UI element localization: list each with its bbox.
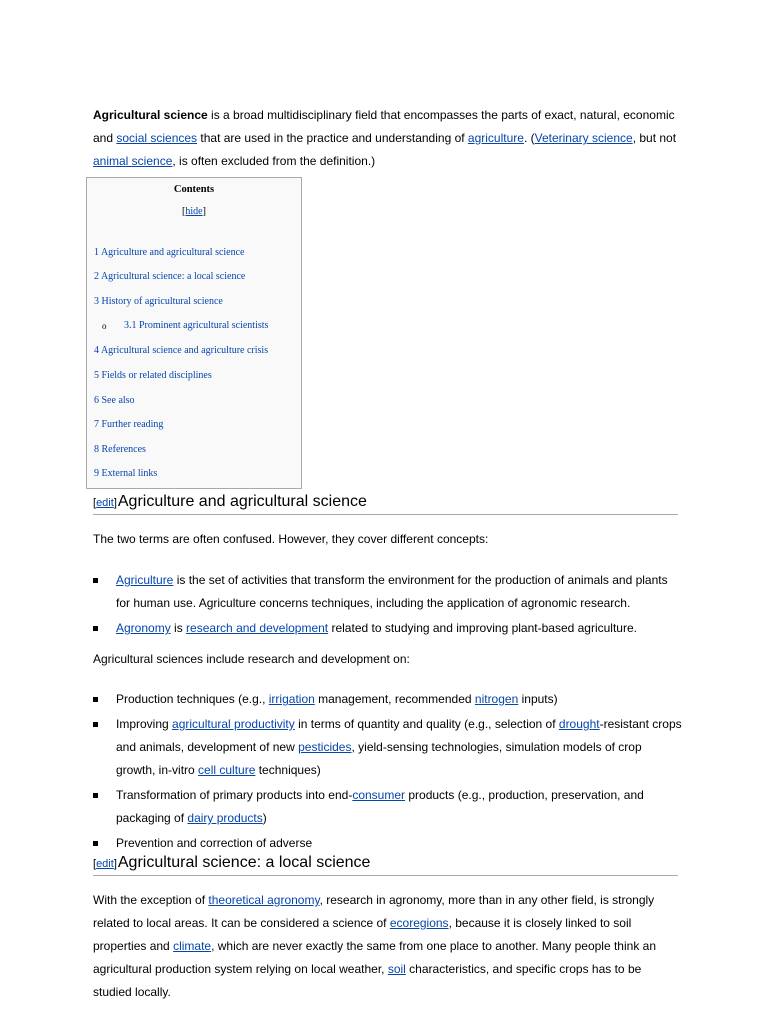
toc-item-3-1[interactable]: 3.1 Prominent agricultural scientists <box>124 320 269 331</box>
link-soil[interactable]: soil <box>387 962 406 976</box>
link-agriculture-def[interactable]: Agriculture <box>116 573 174 587</box>
link-irrigation[interactable]: irrigation <box>268 692 315 706</box>
edit-link-wrapper: [edit] <box>93 497 117 509</box>
research-list <box>93 688 683 857</box>
section1-intro-paragraph: The two terms are often confused. However, they cover different concepts: <box>93 532 489 546</box>
toc-item-7[interactable]: 7 Further reading <box>94 419 164 430</box>
link-agricultural-productivity[interactable]: agricultural productivity <box>172 717 295 731</box>
link-veterinary-science[interactable]: Veterinary science <box>534 131 633 145</box>
definitions-list <box>93 569 683 642</box>
section-title: Agricultural science: a local science <box>117 854 371 871</box>
edit-link[interactable]: edit <box>96 497 114 509</box>
edit-link-wrapper: [edit] <box>93 858 117 870</box>
toc-item-5[interactable]: 5 Fields or related disciplines <box>94 370 212 381</box>
section-title: Agriculture and agricultural science <box>117 493 367 510</box>
list-item: Prevention and correction of adverse <box>93 832 683 855</box>
bullet-icon <box>93 578 98 583</box>
list-item: Production techniques (e.g., irrigation management, recommended nitrogen inputs) <box>93 688 683 711</box>
list-item: Improving agricultural productivity in terms of quantity and quality (e.g., selection of drought-resistant crops and animals, development of new pesticides, yield-sensing technologies, simulation models of crop growth, in-vitro cell culture techniques) <box>93 713 683 782</box>
table-of-contents <box>86 177 302 489</box>
bullet-icon <box>93 722 98 727</box>
bullet-icon <box>93 626 98 631</box>
toc-item-2[interactable]: 2 Agricultural science: a local science <box>94 271 246 282</box>
toc-item-4[interactable]: 4 Agricultural science and agriculture crisis <box>94 345 269 356</box>
toc-item-1[interactable]: 1 Agriculture and agricultural science <box>94 247 245 258</box>
link-climate[interactable]: climate <box>173 939 212 953</box>
link-pesticides[interactable]: pesticides <box>298 740 352 754</box>
section-heading-local-science <box>93 853 678 876</box>
list-item: Transformation of primary products into end-consumer products (e.g., production, preservation, and packaging of dairy products) <box>93 784 683 830</box>
toc-item-6[interactable]: 6 See also <box>94 395 135 406</box>
link-agronomy[interactable]: Agronomy <box>116 621 171 635</box>
bullet-icon <box>93 793 98 798</box>
intro-term: Agricultural science <box>93 108 208 122</box>
intro-paragraph: Agricultural science is a broad multidisciplinary field that encompasses the parts of exact, natural, economic and social sciences that are used in the practice and understanding of agriculture. (Veterinary science, but not animal science, is often excluded from the definition.) <box>93 108 677 168</box>
link-ecoregions[interactable]: ecoregions <box>389 916 449 930</box>
toc-hide-link[interactable]: hide <box>185 206 203 217</box>
toc-sub-bullet: o <box>102 321 107 331</box>
link-cell-culture[interactable]: cell culture <box>198 763 256 777</box>
toc-title: Contents <box>173 184 215 195</box>
list-item: Agriculture is the set of activities that transform the environment for the production of animals and plants for human use. Agriculture concerns techniques, including the application of agronomic research. <box>93 569 683 615</box>
link-drought[interactable]: drought <box>558 717 600 731</box>
list-item: Agronomy is research and development related to studying and improving plant-based agriculture. <box>93 617 683 640</box>
section-heading-agriculture <box>93 492 678 515</box>
link-consumer[interactable]: consumer <box>352 788 406 802</box>
bullet-icon <box>93 841 98 846</box>
toc-item-3[interactable]: 3 History of agricultural science <box>94 296 223 307</box>
link-research-and-development[interactable]: research and development <box>186 621 329 635</box>
edit-link[interactable]: edit <box>96 858 114 870</box>
toc-item-9[interactable]: 9 External links <box>94 468 158 479</box>
toc-item-8[interactable]: 8 References <box>94 444 146 455</box>
link-agriculture[interactable]: agriculture <box>467 131 524 145</box>
link-social-sciences[interactable]: social sciences <box>116 131 198 145</box>
link-nitrogen[interactable]: nitrogen <box>474 692 519 706</box>
link-theoretical-agronomy[interactable]: theoretical agronomy <box>208 893 320 907</box>
section1-research-paragraph: Agricultural sciences include research and development on: <box>93 652 410 666</box>
bullet-icon <box>93 697 98 702</box>
link-animal-science[interactable]: animal science <box>93 154 173 168</box>
section2-paragraph: With the exception of theoretical agronomy, research in agronomy, more than in any other field, is strongly related to local areas. It can be considered a science of ecoregions, because it is closely linked to soil properties and climate, which are never exactly the same from one place to another. Many people think an agricultural production system relying on local weather, soil characteristics, and specific crops has to be studied locally. <box>93 893 656 999</box>
toc-hide-toggle: [hide] <box>182 206 206 217</box>
link-dairy-products[interactable]: dairy products <box>187 811 263 825</box>
